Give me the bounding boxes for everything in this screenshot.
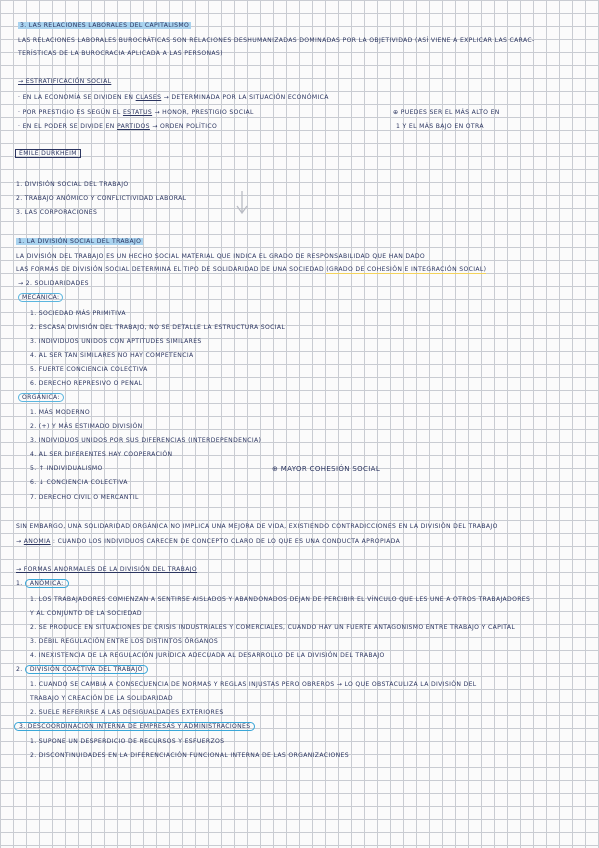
coactiva-item: 2. SUELE REFERIRSE A LAS DESIGUALDADES EXTERIORES xyxy=(30,709,224,716)
descoordinacion-label: 3. DESCOORDINACIÓN INTERNA DE EMPRESAS Y ADMINISTRACIONES xyxy=(14,723,255,731)
organica-item: 6. ↓ CONCIENCIA COLECTIVA xyxy=(30,479,128,486)
coactiva-label: 2. DIVISIÓN COACTIVA DEL TRABAJO xyxy=(16,666,148,674)
mecanica-item: 1. SOCIEDAD MÁS PRIMITIVA xyxy=(30,310,126,317)
durkheim-item-3: 3. LAS CORPORACIONES xyxy=(16,209,98,216)
formas-title: → FORMAS ANORMALES DE LA DIVISIÓN DEL TRABAJO xyxy=(16,566,198,573)
division-line-1: LA DIVISIÓN DEL TRABAJO ES UN HECHO SOCIAL MATERIAL QUE INDICA EL GRADO DE RESPONSABILIDAD QUE HAN DADO xyxy=(16,253,426,260)
durkheim-title: EMILE DURKHEIM xyxy=(15,150,81,158)
anomica-item: 1. LOS TRABAJADORES COMIENZAN A SENTIRSE AISLADOS Y ABANDONADOS DEJAN DE PERCIBIR EL VÍNCULO QUE LES UNE A OTROS TRABAJADORES xyxy=(30,596,531,603)
estratificacion-title: → ESTRATIFICACIÓN SOCIAL xyxy=(18,78,112,85)
descoordinacion-item: 1. SUPONE UN DESPERDICIO DE RECURSOS Y ESFUERZOS xyxy=(30,738,225,745)
durkheim-item-2: 2. TRABAJO ANÓMICO Y CONFLICTIVIDAD LABORAL xyxy=(16,195,187,202)
anomica-item: 3. DÉBIL REGULACIÓN ENTRE LOS DISTINTOS ÓRGANOS xyxy=(30,638,219,645)
organica-item: 5. ↑ INDIVIDUALISMO xyxy=(30,465,103,472)
mayor-cohesion-note: ⊕ MAYOR COHESIÓN SOCIAL xyxy=(272,465,381,473)
estratificacion-note-2: 1 Y EL MÁS BAJO EN OTRA xyxy=(396,123,484,130)
division-line-2: LAS FORMAS DE DIVISIÓN SOCIAL DETERMINA EL TIPO DE SOLIDARIDAD DE UNA SOCIEDAD (GRADO DE COHESIÓN E INTEGRACIÓN SOCIAL) xyxy=(16,266,487,273)
organica-item: 4. AL SER DIFERENTES HAY COOPERACIÓN xyxy=(30,451,173,458)
estratificacion-line-1: · EN LA ECONOMÍA SE DIVIDEN EN CLASES → DETERMINADA POR LA SITUACIÓN ECONÓMICA xyxy=(18,94,329,101)
durkheim-item-1: 1. DIVISIÓN SOCIAL DEL TRABAJO xyxy=(16,181,129,188)
solidaridades-subtitle: → 2. SOLIDARIDADES xyxy=(18,280,89,287)
organica-item: 2. (+) Y MÁS ESTIMADO DIVISIÓN xyxy=(30,423,143,430)
sin-embargo-line: SIN EMBARGO, UNA SOLIDARIDAD ORGÁNICA NO IMPLICA UNA MEJORA DE VIDA, EXISTIENDO CONTRADICCIONES EN LA DIVISIÓN DEL TRABAJO xyxy=(16,523,498,530)
anomica-label: 1. ANÓMICA: xyxy=(16,580,69,588)
anomica-item: 2. SE PRODUCE EN SITUACIONES DE CRISIS INDUSTRIALES Y COMERCIALES, CUANDO HAY UN FUERTE ANTAGONISMO ENTRE TRABAJO Y CAPITAL xyxy=(30,624,516,631)
coactiva-item: 1. CUANDO SE CAMBIA A CONSECUENCIA DE NORMAS Y REGLAS INJUSTAS PERO OBREROS → LO QUE OBSTACULIZA LA DIVISIÓN DEL xyxy=(30,681,477,688)
organica-item: 3. INDIVIDUOS UNIDOS POR SUS DIFERENCIAS (INTERDEPENDENCIA) xyxy=(30,437,262,444)
organica-item: 1. MÁS MODERNO xyxy=(30,409,91,416)
coactiva-item: TRABAJO Y CREACIÓN DE LA SOLIDARIDAD xyxy=(30,695,173,702)
organica-item: 7. DERECHO CIVIL O MERCANTIL xyxy=(30,494,139,501)
anomica-item: 4. INEXISTENCIA DE LA REGULACIÓN JURÍDICA ADECUADA AL DESARROLLO DE LA DIVISIÓN DEL TRABAJO xyxy=(30,652,385,659)
estratificacion-line-2: · POR PRESTIGIO ES SEGÚN EL ESTATUS → HONOR, PRESTIGIO SOCIAL xyxy=(18,109,254,116)
organica-label: ORGÁNICA: xyxy=(18,394,64,402)
estratificacion-note-1: ⊕ PUEDES SER EL MÁS ALTO EN xyxy=(393,109,500,116)
anomica-item: Y AL CONJUNTO DE LA SOCIEDAD xyxy=(30,610,142,617)
mecanica-item: 4. AL SER TAN SIMILARES NO HAY COMPETENCIA xyxy=(30,352,194,359)
intro-line-1: LAS RELACIONES LABORALES BUROCRÁTICAS SON RELACIONES DESHUMANIZADAS DOMINADAS POR LA OBJETIVIDAD (ASÍ VIENE A EXPLICAR LAS CARAC- xyxy=(18,37,535,44)
section-title: 3. LAS RELACIONES LABORALES DEL CAPITALISMO xyxy=(20,22,190,29)
mecanica-item: 3. INDIVIDUOS UNIDOS CON APTITUDES SIMILARES xyxy=(30,338,202,345)
mecanica-label: MECÁNICA: xyxy=(18,294,63,302)
mecanica-item: 5. FUERTE CONCIENCIA COLECTIVA xyxy=(30,366,148,373)
down-arrow-sketch xyxy=(234,190,250,216)
division-title: 1. LA DIVISIÓN SOCIAL DEL TRABAJO xyxy=(18,238,142,245)
descoordinacion-item: 2. DISCONTINUIDADES EN LA DIFERENCIACIÓN FUNCIONAL INTERNA DE LAS ORGANIZACIONES xyxy=(30,752,349,759)
mecanica-item: 2. ESCASA DIVISIÓN DEL TRABAJO, NO SE DETALLE LA ESTRUCTURA SOCIAL xyxy=(30,324,286,331)
estratificacion-line-3: · EN EL PODER SE DIVIDE EN PARTIDOS → ORDEN POLÍTICO xyxy=(18,123,218,130)
intro-line-2: TERÍSTICAS DE LA BUROCRACIA APLICADA A LAS PERSONAS) xyxy=(18,50,223,57)
mecanica-item: 6. DERECHO REPRESIVO O PENAL xyxy=(30,380,143,387)
anomia-line: → ANOMIA : CUANDO LOS INDIVIDUOS CARECEN DE CONCEPTO CLARO DE LO QUE ES UNA CONDUCTA APROPIADA xyxy=(16,538,401,545)
